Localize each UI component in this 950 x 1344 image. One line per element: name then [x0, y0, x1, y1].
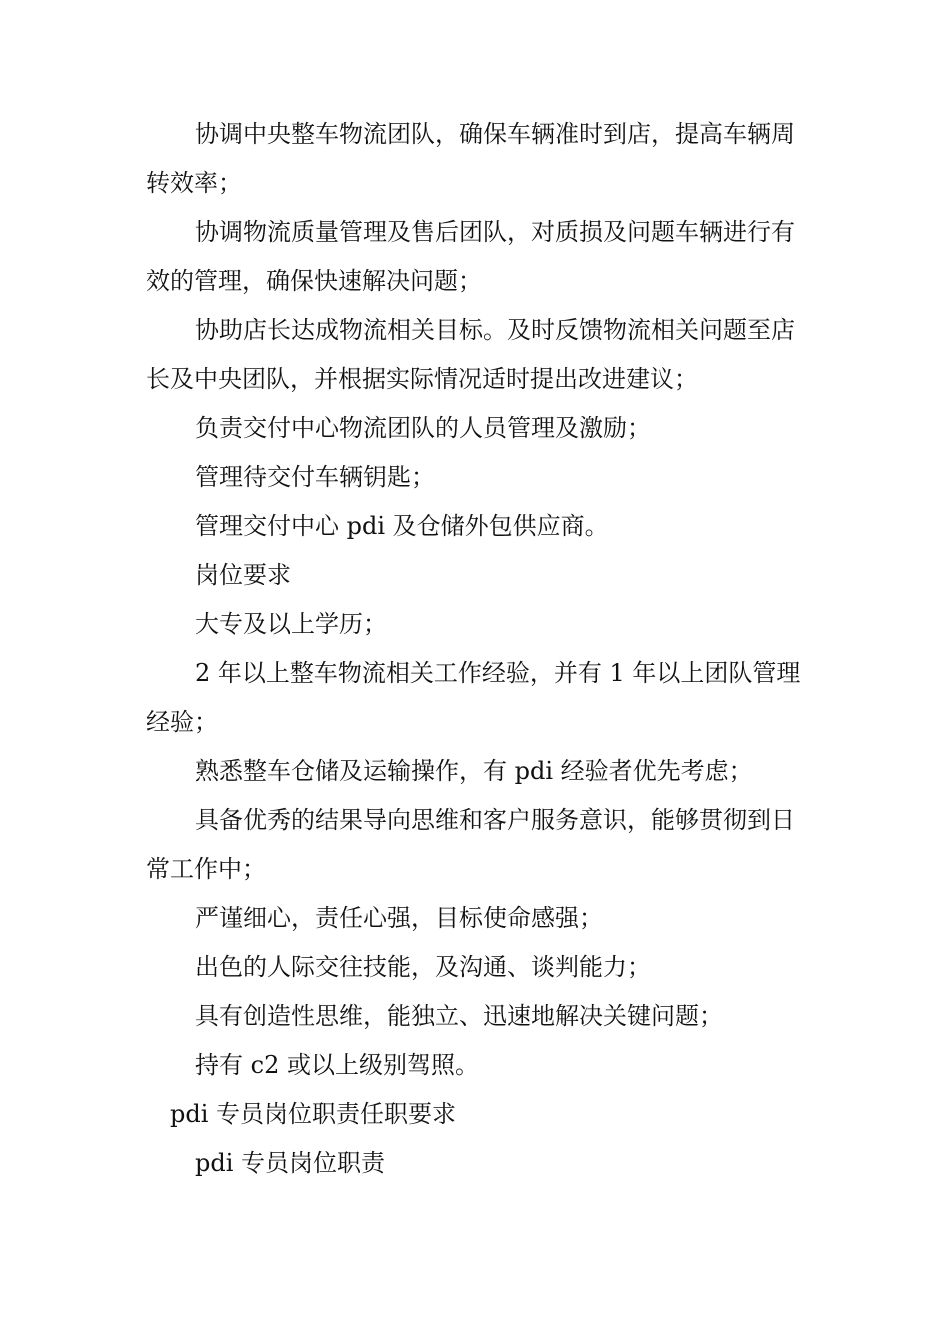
paragraph-warehousing: 熟悉整车仓储及运输操作，有 pdi 经验者优先考虑； [195, 757, 753, 785]
paragraph-team-management: 负责交付中心物流团队的人员管理及激励； [195, 414, 651, 442]
subsection-title: pdi 专员岗位职责 [195, 1149, 386, 1177]
paragraph-key-management: 管理待交付车辆钥匙； [195, 463, 435, 491]
paragraph-experience: 2 年以上整车物流相关工作经验，并有 1 年以上团队管理经验； [146, 659, 801, 736]
paragraph-driving-license: 持有 c2 或以上级别驾照。 [195, 1051, 479, 1079]
document-body [146, 110, 812, 1188]
paragraph-responsibility: 严谨细心，责任心强，目标使命感强； [195, 904, 603, 932]
paragraph-education: 大专及以上学历； [195, 610, 387, 638]
paragraph-creative-thinking: 具有创造性思维，能独立、迅速地解决关键问题； [195, 1002, 723, 1030]
paragraph-assist-store-manager: 协助店长达成物流相关目标。及时反馈物流相关问题至店长及中央团队，并根据实际情况适时提出改进建议； [146, 316, 795, 393]
paragraph-logistics-coordination: 协调中央整车物流团队，确保车辆准时到店，提高车辆周转效率； [146, 120, 795, 197]
paragraph-quality-coordination: 协调物流质量管理及售后团队，对质损及问题车辆进行有效的管理，确保快速解决问题； [146, 218, 795, 295]
section-title: pdi 专员岗位职责任职要求 [170, 1100, 457, 1128]
paragraph-communication: 出色的人际交往技能，及沟通、谈判能力； [195, 953, 651, 981]
paragraph-requirements-heading: 岗位要求 [195, 561, 291, 589]
paragraph-supplier-management: 管理交付中心 pdi 及仓储外包供应商。 [195, 512, 609, 540]
paragraph-result-oriented: 具备优秀的结果导向思维和客户服务意识，能够贯彻到日常工作中； [146, 806, 795, 883]
